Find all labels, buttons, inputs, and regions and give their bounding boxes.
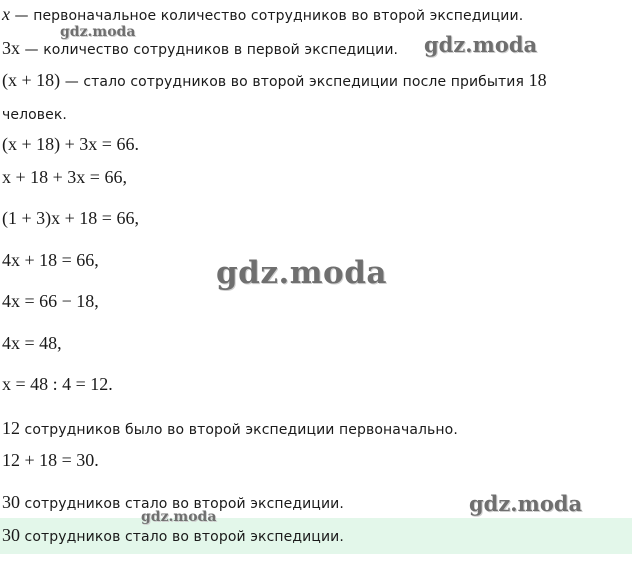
line-result-2-text: сотрудников стало во второй экспедиции. [20, 496, 344, 512]
math-12: 12 [2, 418, 20, 438]
watermark: gdz.moda [60, 24, 136, 40]
equation-4 [2, 250, 99, 271]
line-4-text: человек. [2, 107, 67, 123]
equation-3-text: (1 + 3)x + 18 = 66, [2, 208, 139, 228]
line-1 [2, 4, 523, 25]
answer-number: 30 [2, 525, 20, 545]
math-x: x [2, 4, 10, 24]
equation-1 [2, 134, 139, 155]
answer-text: сотрудников стало во второй экспедиции. [20, 529, 344, 545]
watermark: gdz.moda [141, 509, 217, 525]
equation-4-text: 4x + 18 = 66, [2, 250, 99, 270]
line-result-1-text: сотрудников было во второй экспедиции первоначально. [20, 422, 458, 438]
line-4 [2, 106, 67, 123]
equation-7-text: x = 48 : 4 = 12. [2, 374, 113, 394]
line-2-text: — количество сотрудников в первой экспедиции. [20, 42, 399, 58]
equation-5-text: 4x = 66 − 18, [2, 291, 99, 311]
watermark: gdz.moda [216, 255, 387, 291]
line-3 [2, 70, 547, 91]
equation-7 [2, 374, 113, 395]
line-result-1 [2, 418, 458, 439]
equation-1-text: (x + 18) + 3x = 66. [2, 134, 139, 154]
math-3x: 3x [2, 38, 20, 58]
math-30: 30 [2, 492, 20, 512]
equation-8-text: 12 + 18 = 30. [2, 450, 99, 470]
equation-6-text: 4x = 48, [2, 333, 62, 353]
line-2 [2, 38, 398, 59]
watermark: gdz.moda [469, 491, 583, 516]
equation-2-text: x + 18 + 3x = 66, [2, 167, 127, 187]
math-expr: (x + 18) [2, 70, 61, 90]
equation-2 [2, 167, 127, 188]
equation-3 [2, 208, 139, 229]
line-3-text: — стало сотрудников во второй экспедиции после прибытия [60, 74, 529, 90]
equation-5 [2, 291, 99, 312]
line-1-text: — первоначальное количество сотрудников во второй экспедиции. [10, 8, 524, 24]
math-18: 18 [528, 70, 547, 90]
equation-6 [2, 333, 62, 354]
watermark: gdz.moda [424, 32, 538, 57]
answer-line [2, 525, 344, 546]
equation-8 [2, 450, 99, 471]
